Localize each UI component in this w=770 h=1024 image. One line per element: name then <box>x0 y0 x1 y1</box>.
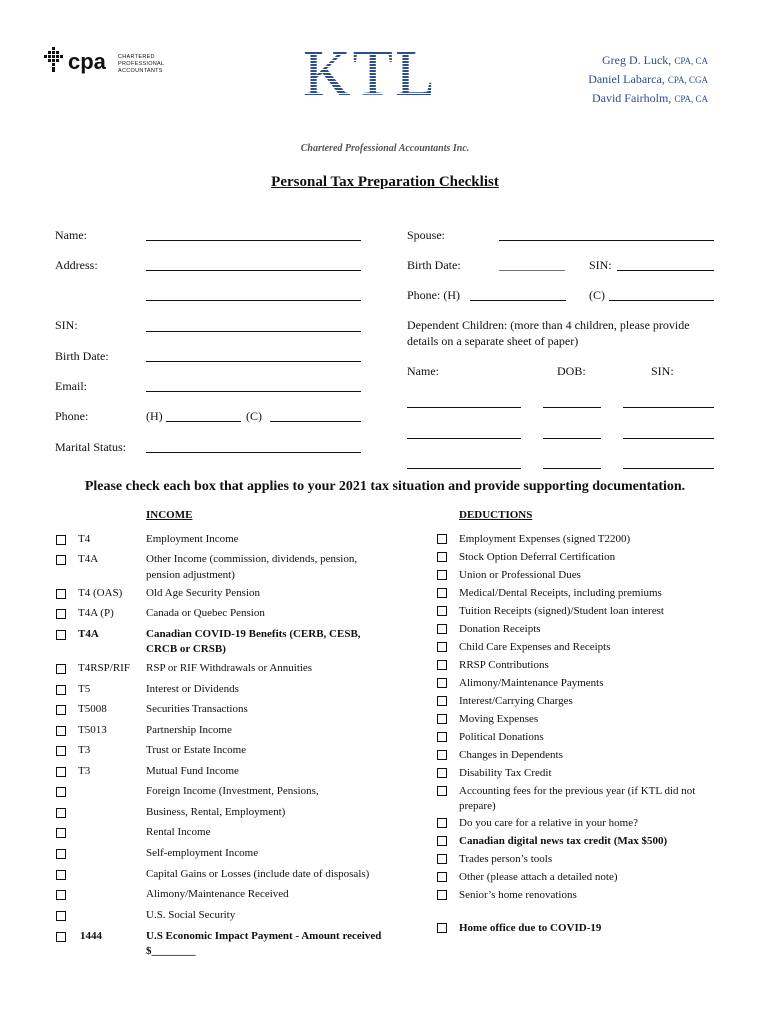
instruction-text: Please check each box that applies to your 2021 tax situation and provide supporting documentation. <box>84 479 686 494</box>
income-desc: U.S Economic Impact Payment - Amount received <box>146 930 382 942</box>
income-desc-cont: CRCB or CRSB) <box>146 643 226 655</box>
income-code: T3 <box>78 744 91 756</box>
income-desc: Trust or Estate Income <box>146 744 247 756</box>
income-checkbox[interactable] <box>56 664 66 674</box>
dependent-dob-field[interactable] <box>543 407 601 408</box>
spouse-birth-date-label: Birth Date: <box>407 258 461 272</box>
address-field-2[interactable] <box>146 300 361 301</box>
deduction-desc: Employment Expenses (signed T2200) <box>459 533 631 545</box>
phone-home-field[interactable] <box>166 421 241 422</box>
income-checkbox[interactable] <box>56 808 66 818</box>
email-field[interactable] <box>146 391 361 392</box>
deduction-checkbox[interactable] <box>437 854 447 864</box>
cpa-line-1: CHARTERED <box>118 54 155 60</box>
deduction-checkbox[interactable] <box>437 836 447 846</box>
income-checkbox[interactable] <box>56 555 66 565</box>
income-code: T4A <box>78 628 99 640</box>
deduction-checkbox[interactable] <box>437 750 447 760</box>
partner-1: Greg D. Luck, CPA, CA <box>602 53 708 67</box>
deduction-checkbox[interactable] <box>437 534 447 544</box>
deduction-desc: Union or Professional Dues <box>459 569 581 581</box>
deduction-desc: Moving Expenses <box>459 713 539 725</box>
deduction-desc: Accounting fees for the previous year (if KTL did not <box>459 785 696 797</box>
birth-date-field[interactable] <box>146 361 361 362</box>
deduction-desc: Medical/Dental Receipts, including premiums <box>459 587 662 599</box>
marital-status-label: Marital Status: <box>55 440 126 454</box>
dependent-sin-field[interactable] <box>623 438 714 439</box>
deduction-desc: Interest/Carrying Charges <box>459 695 573 707</box>
income-code: T4A <box>78 553 99 565</box>
phone-cell-field[interactable] <box>270 421 361 422</box>
partner-list <box>588 51 708 108</box>
income-heading: INCOME <box>146 509 193 521</box>
income-desc: U.S. Social Security <box>146 909 236 921</box>
sin-field[interactable] <box>146 331 361 332</box>
ktl-logo: KTL <box>303 34 437 114</box>
deduction-desc: Canadian digital news tax credit (Max $500) <box>459 835 668 847</box>
income-checkbox[interactable] <box>56 890 66 900</box>
income-checkbox[interactable] <box>56 726 66 736</box>
cpa-logo <box>42 45 172 85</box>
deduction-desc: Do you care for a relative in your home? <box>459 817 638 829</box>
income-code: T5 <box>78 683 91 695</box>
maple-leaf-icon <box>42 47 66 73</box>
dependent-name-header: Name: <box>407 364 439 378</box>
deduction-desc: Political Donations <box>459 731 544 743</box>
cpa-line-2: PROFESSIONAL <box>118 61 165 67</box>
income-code: 1444 <box>80 930 102 942</box>
income-desc: Business, Rental, Employment) <box>146 806 286 818</box>
deduction-checkbox[interactable] <box>437 606 447 616</box>
partner-2: Daniel Labarca, CPA, CGA <box>588 72 708 86</box>
income-checkbox[interactable] <box>56 535 66 545</box>
sin-label: SIN: <box>55 318 78 332</box>
deduction-checkbox[interactable] <box>437 678 447 688</box>
dependent-dob-field[interactable] <box>543 468 601 469</box>
deduction-checkbox[interactable] <box>437 588 447 598</box>
deduction-checkbox[interactable] <box>437 890 447 900</box>
income-code: T5013 <box>78 724 107 736</box>
income-code: T4RSP/RIF <box>78 662 130 674</box>
deduction-checkbox[interactable] <box>437 570 447 580</box>
cpa-line-3: ACCOUNTANTS <box>118 68 163 74</box>
deduction-checkbox[interactable] <box>437 923 447 933</box>
income-code: T5008 <box>78 703 107 715</box>
deduction-desc: Stock Option Deferral Certification <box>459 551 616 563</box>
deduction-desc: Donation Receipts <box>459 623 541 635</box>
dependent-sin-header: SIN: <box>651 364 674 378</box>
dependent-name-field[interactable] <box>407 468 521 469</box>
deduction-desc: Child Care Expenses and Receipts <box>459 641 611 653</box>
income-checkbox[interactable] <box>56 767 66 777</box>
dependent-sin-field[interactable] <box>623 407 714 408</box>
deduction-checkbox[interactable] <box>437 714 447 724</box>
spouse-sin-field[interactable] <box>617 270 714 271</box>
income-checkbox[interactable] <box>56 589 66 599</box>
deduction-desc: Alimony/Maintenance Payments <box>459 677 604 689</box>
income-desc: Rental Income <box>146 826 211 838</box>
income-checkbox[interactable] <box>56 870 66 880</box>
income-desc-cont: pension adjustment) <box>146 569 235 581</box>
deduction-checkbox[interactable] <box>437 818 447 828</box>
deduction-desc: Home office due to COVID-19 <box>459 922 602 934</box>
deduction-desc: Senior’s home renovations <box>459 889 577 901</box>
partner-3: David Fairholm, CPA, CA <box>591 91 708 105</box>
address-label: Address: <box>55 258 98 272</box>
income-amount-field[interactable]: $________ <box>146 945 196 957</box>
deduction-desc: Changes in Dependents <box>459 749 563 761</box>
income-desc: Interest or Dividends <box>146 683 239 695</box>
income-checkbox[interactable] <box>56 911 66 921</box>
deduction-checkbox[interactable] <box>437 552 447 562</box>
dependent-name-field[interactable] <box>407 438 521 439</box>
income-desc: Alimony/Maintenance Received <box>146 888 289 900</box>
email-label: Email: <box>55 379 87 393</box>
income-desc: Partnership Income <box>146 724 232 736</box>
income-code: T4 <box>78 533 91 545</box>
income-desc: Securities Transactions <box>146 703 248 715</box>
deduction-checkbox[interactable] <box>437 786 447 796</box>
income-desc: Mutual Fund Income <box>146 765 239 777</box>
income-desc: Other Income (commission, dividends, pension, <box>146 553 358 565</box>
income-checkbox[interactable] <box>56 932 66 942</box>
income-desc: Employment Income <box>146 533 239 545</box>
phone-label: Phone: <box>55 409 89 423</box>
deduction-checkbox[interactable] <box>437 642 447 652</box>
spouse-birth-date-field[interactable]: ___________ <box>499 258 565 272</box>
income-checkbox[interactable] <box>56 787 66 797</box>
income-checkbox[interactable] <box>56 828 66 838</box>
form-title: Personal Tax Preparation Checklist <box>271 174 499 190</box>
deduction-checkbox[interactable] <box>437 624 447 634</box>
income-desc: Canadian COVID-19 Benefits (CERB, CESB, <box>146 628 361 640</box>
deduction-checkbox[interactable] <box>437 768 447 778</box>
dependent-dob-header: DOB: <box>557 364 586 378</box>
deduction-desc: Disability Tax Credit <box>459 767 552 779</box>
income-checkbox[interactable] <box>56 849 66 859</box>
spouse-phone-home-field[interactable] <box>470 300 566 301</box>
spouse-label: Spouse: <box>407 228 446 242</box>
deduction-desc-cont: prepare) <box>459 800 496 812</box>
firm-subtitle: Chartered Professional Accountants Inc. <box>300 143 470 154</box>
deduction-checkbox[interactable] <box>437 696 447 706</box>
income-checkbox[interactable] <box>56 705 66 715</box>
spouse-phone-cell-field[interactable] <box>609 300 714 301</box>
phone-c-label: (C) <box>246 409 262 423</box>
income-code: T4A (P) <box>78 607 114 619</box>
deductions-heading: DEDUCTIONS <box>459 509 533 521</box>
phone-h-label: (H) <box>146 409 163 423</box>
income-checkbox[interactable] <box>56 685 66 695</box>
deduction-desc: RRSP Contributions <box>459 659 549 671</box>
spouse-phone-h-label: Phone: (H) <box>407 288 460 302</box>
spouse-field[interactable] <box>499 240 714 241</box>
income-desc: Capital Gains or Losses (include date of disposals) <box>146 868 370 880</box>
income-checkbox[interactable] <box>56 609 66 619</box>
deduction-desc: Other (please attach a detailed note) <box>459 871 618 883</box>
income-checkbox[interactable] <box>56 630 66 640</box>
income-desc: RSP or RIF Withdrawals or Annuities <box>146 662 313 674</box>
name-label: Name: <box>55 228 87 242</box>
address-field-1[interactable] <box>146 270 361 271</box>
dependent-name-field[interactable] <box>407 407 521 408</box>
income-desc: Self-employment Income <box>146 847 259 859</box>
income-desc: Foreign Income (Investment, Pensions, <box>146 785 319 797</box>
spouse-phone-c-label: (C) <box>589 288 605 302</box>
dependent-sin-field[interactable] <box>623 468 714 469</box>
dependents-note-1: Dependent Children: (more than 4 children, please provide <box>407 318 690 332</box>
dependents-note-2: details on a separate sheet of paper) <box>407 334 579 348</box>
marital-status-field[interactable] <box>146 452 361 453</box>
name-field[interactable] <box>146 240 361 241</box>
income-desc: Old Age Security Pension <box>146 587 260 599</box>
birth-date-label: Birth Date: <box>55 349 109 363</box>
deduction-checkbox[interactable] <box>437 872 447 882</box>
spouse-sin-label: SIN: <box>589 258 612 272</box>
deduction-desc: Tuition Receipts (signed)/Student loan interest <box>459 605 664 617</box>
deduction-checkbox[interactable] <box>437 732 447 742</box>
deduction-desc: Trades person’s tools <box>459 853 553 865</box>
dependent-dob-field[interactable] <box>543 438 601 439</box>
deduction-checkbox[interactable] <box>437 660 447 670</box>
income-desc: Canada or Quebec Pension <box>146 607 265 619</box>
income-code: T4 (OAS) <box>78 587 123 599</box>
income-checkbox[interactable] <box>56 746 66 756</box>
income-code: T3 <box>78 765 91 777</box>
cpa-wordmark: cpa <box>68 49 106 74</box>
